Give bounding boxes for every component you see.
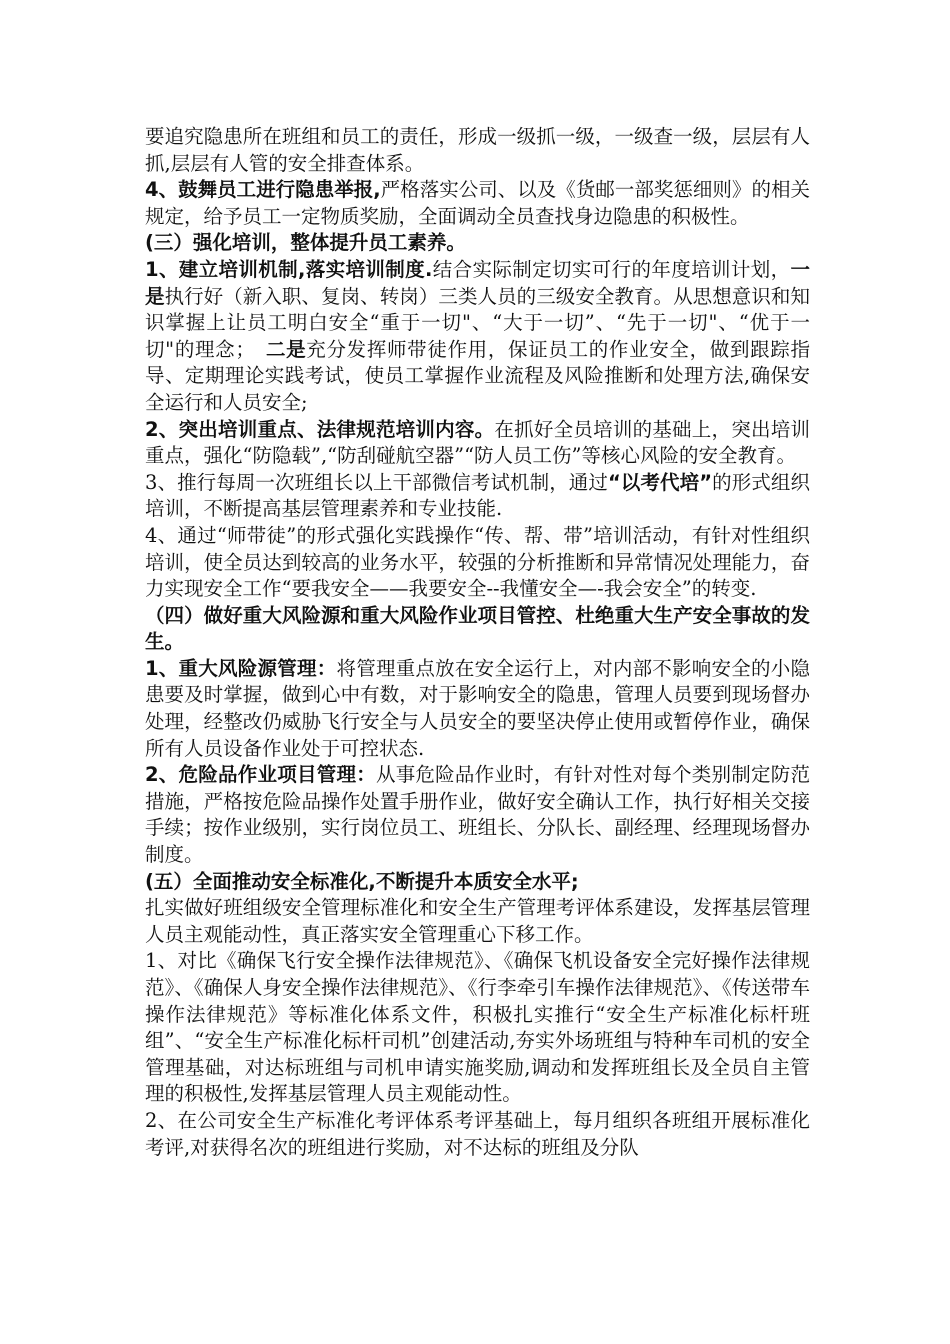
paragraph-hazard-reporting: 4、鼓舞员工进行隐患举报,严格落实公司、以及《货邮一部奖惩细则》的相关规定，给予员工一定物质奖励，全面调动全员查找身边隐患的积极性。: [145, 178, 810, 228]
paragraph-standardization-1: 1、对比《确保飞行安全操作法律规范》、《确保飞机设备安全完好操作法律规范》、《确保人身安全操作法律规范》、《行李牵引车操作法律规范》、《传送带车操作法律规范》等标准化体系文件，积极扎实推行“安全生产标准化标杆班组”、“安全生产标准化标杆司机”创建活动,夯实外场班组与特种车司机的安全管理基础，对达标班组与司机申请实施奖励,调动和发挥班组长及全员自主管理的积极性,发挥基层管理人员主观能动性。: [145, 949, 810, 1106]
paragraph-training-mechanism: 1、建立培训机制,落实培训制度.结合实际制定切实可行的年度培训计划，一是执行好（新入职、复岗、转岗）三类人员的三级安全教育。从思想意识和知识掌握上让员工明白安全“重于一切"、“大于一切”、“先于一切"、“优于一切"的理念； 二是充分发挥师带徒作用，保证员工的作业安全，做到跟踪指导、定期理论实践考试，使员工掌握作业流程及风险推断和处理方法,确保安全运行和人员安全;: [145, 257, 810, 414]
paragraph-standardization-intro: 扎实做好班组级安全管理标准化和安全生产管理考评体系建设，发挥基层管理人员主观能动性，真正落实安全管理重心下移工作。: [145, 896, 810, 946]
paragraph-dangerous-goods: 2、危险品作业项目管理：从事危险品作业时，有针对性对每个类别制定防范措施，严格按危险品操作处置手册作业，做好安全确认工作，执行好相关交接手续；按作业级别，实行岗位员工、班组长、分队长、副经理、经理现场督办制度。: [145, 763, 810, 867]
section-heading-3: (三）强化培训，整体提升员工素养。: [145, 231, 466, 255]
paragraph-wechat-exam: 3、推行每周一次班组长以上干部微信考试机制，通过“以考代培”的形式组织培训，不断提高基层管理素养和专业技能.: [145, 470, 810, 521]
paragraph-training-focus: 2、突出培训重点、法律规范培训内容。在抓好全员培训的基础上，突出培训重点，强化“防隐载”,“防刮碰航空器”“防人员工伤”等核心风险的安全教育。: [145, 417, 810, 468]
paragraph-responsibility: 要追究隐患所在班组和员工的责任，形成一级抓一级，一级查一级，层层有人抓,层层有人管的安全排查体系。: [145, 125, 810, 175]
paragraph-mentorship: 4、通过“师带徒”的形式强化实践操作“传、帮、带”培训活动，有针对性组织培训，使全员达到较高的业务水平，较强的分析推断和异常情况处理能力，奋力实现安全工作“要我安全——我要安全--我懂安全—-我会安全”的转变.: [145, 523, 810, 601]
document-page: [145, 124, 810, 1161]
paragraph-standardization-2: 2、在公司安全生产标准化考评体系考评基础上，每月组织各班组开展标准化考评,对获得名次的班组进行奖励，对不达标的班组及分队: [145, 1108, 810, 1159]
section-heading-4: （四）做好重大风险源和重大风险作业项目管控、杜绝重大生产安全事故的发生。: [145, 603, 810, 654]
section-heading-5: (五）全面推动安全标准化,不断提升本质安全水平;: [145, 869, 579, 893]
paragraph-major-risk-source: 1、重大风险源管理：将管理重点放在安全运行上，对内部不影响安全的小隐患要及时掌握，做到心中有数，对于影响安全的隐患，管理人员要到现场督办处理，经整改仍威胁飞行安全与人员安全的要坚决停止使用或暂停作业，确保所有人员设备作业处于可控状态.: [145, 656, 810, 760]
